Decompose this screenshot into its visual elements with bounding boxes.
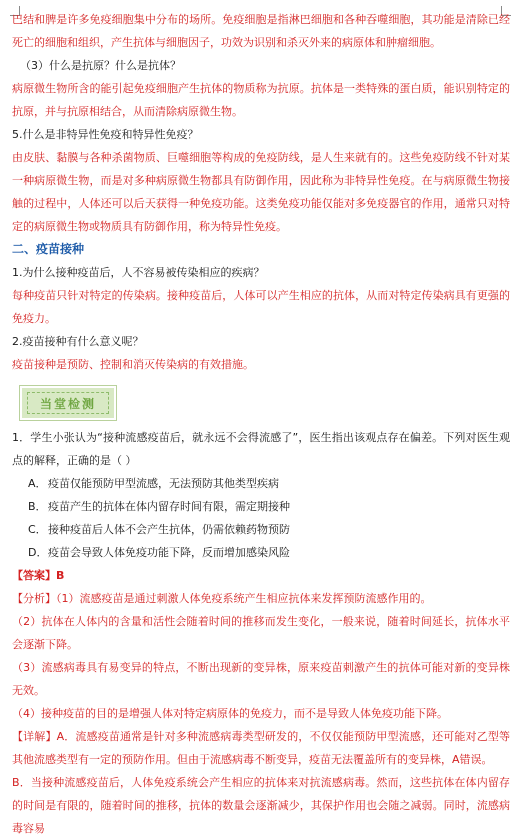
question-vaccine-why: 1.为什么接种疫苗后，人不容易被传染相应的疾病？ bbox=[12, 266, 265, 279]
explanation-option-b: B．当接种流感疫苗后，人体免疫系统会产生相应的抗体来对抗流感病毒。然而，这些抗体在体内留存的时间是有限的，随着时间的推移，抗体的数量会逐渐减少，其保护作用也会随之减弱。同时，流感病毒容易 bbox=[12, 776, 510, 835]
answer-immunity-types: 由皮肤、黏膜与各种杀菌物质、巨噬细胞等构成的免疫防线，是人生来就有的。这些免疫防线不针对某一种病原微生物，而是对多种病原微生物都具有防御作用，因此称为非特异性免疫。在与病原微生物接触的过程中，人体还可以后天获得一种免疫功能。这类免疫功能仅能对多免疫器官的作用，通常只对特定的病原微生物或物质具有防御作用，称为特异性免疫。 bbox=[12, 151, 510, 233]
option-key: D． bbox=[28, 546, 48, 559]
quiz-answer bbox=[12, 564, 510, 587]
question-vaccine-meaning: 2.疫苗接种有什么意义呢？ bbox=[12, 335, 144, 348]
question-antigen-antibody: （3）什么是抗原？什么是抗体？ bbox=[20, 59, 181, 72]
section-badge-row bbox=[12, 376, 510, 426]
quiz-question-stem: 1．学生小张认为“接种流感疫苗后，就永远不会得流感了”，医生指出该观点存在偏差。下列对医生观点的解释，正确的是（ ） bbox=[12, 431, 510, 467]
option-key: C． bbox=[28, 523, 47, 536]
quiz-option-d bbox=[12, 541, 510, 564]
option-text: 接种疫苗后人体不会产生抗体，仍需依赖药物预防 bbox=[48, 523, 290, 536]
quiz-option-a bbox=[12, 472, 510, 495]
analysis-line-4: （4）接种疫苗的目的是增强人体对特定病原体的免疫力，而不是导致人体免疫功能下降。 bbox=[12, 707, 448, 720]
explanation-option-a: 【详解】A．流感疫苗通常是针对多种流感病毒类型研发的，不仅仅能预防甲型流感，还可能对乙型等其他流感类型有一定的预防作用。但由于流感病毒不断变异，疫苗无法覆盖所有的变异株，A错误。 bbox=[12, 730, 510, 766]
section-heading-vaccination: 二、疫苗接种 bbox=[12, 242, 85, 256]
page-content bbox=[12, 8, 510, 840]
in-class-test-label: 当堂检测 bbox=[27, 392, 109, 414]
answer-label: 【答案】 bbox=[12, 569, 56, 582]
question-immunity-types: 5.什么是非特异性免疫和特异性免疫？ bbox=[12, 128, 199, 141]
option-text: 疫苗会导致人体免疫功能下降，反而增加感染风险 bbox=[48, 546, 290, 559]
answer-vaccine-why: 每种疫苗只针对特定的传染病。接种疫苗后，人体可以产生相应的抗体，从而对特定传染病具有更强的免疫力。 bbox=[12, 289, 510, 325]
paragraph-lymph-organs: 巴结和脾是许多免疫细胞集中分布的场所。免疫细胞是指淋巴细胞和各种吞噬细胞，其功能是清除已经死亡的细胞和组织，产生抗体与细胞因子，功效为识别和杀灭外来的病原体和肿瘤细胞。 bbox=[12, 13, 510, 49]
option-text: 疫苗仅能预防甲型流感，无法预防其他类型疾病 bbox=[48, 477, 279, 490]
answer-antigen-antibody: 病原微生物所含的能引起免疫细胞产生抗体的物质称为抗原。抗体是一类特殊的蛋白质，能识别特定的抗原，并与抗原相结合，从而清除病原微生物。 bbox=[12, 82, 510, 118]
in-class-test-badge bbox=[20, 386, 116, 420]
option-text: 疫苗产生的抗体在体内留存时间有限，需定期接种 bbox=[48, 500, 290, 513]
option-key: A． bbox=[28, 477, 47, 490]
quiz-option-b bbox=[12, 495, 510, 518]
answer-vaccine-meaning: 疫苗接种是预防、控制和消灭传染病的有效措施。 bbox=[12, 358, 254, 371]
answer-value: B bbox=[56, 569, 65, 582]
analysis-line-3: （3）流感病毒具有易变异的特点，不断出现新的变异株，原来疫苗刺激产生的抗体可能对新的变异株无效。 bbox=[12, 661, 510, 697]
analysis-line-2: （2）抗体在人体内的含量和活性会随着时间的推移而发生变化，一般来说，随着时间延长，抗体水平会逐渐下降。 bbox=[12, 615, 510, 651]
option-key: B． bbox=[28, 500, 47, 513]
analysis-line-1: 【分析】（1）流感疫苗是通过刺激人体免疫系统产生相应抗体来发挥预防流感作用的。 bbox=[12, 592, 432, 605]
quiz-option-c bbox=[12, 518, 510, 541]
